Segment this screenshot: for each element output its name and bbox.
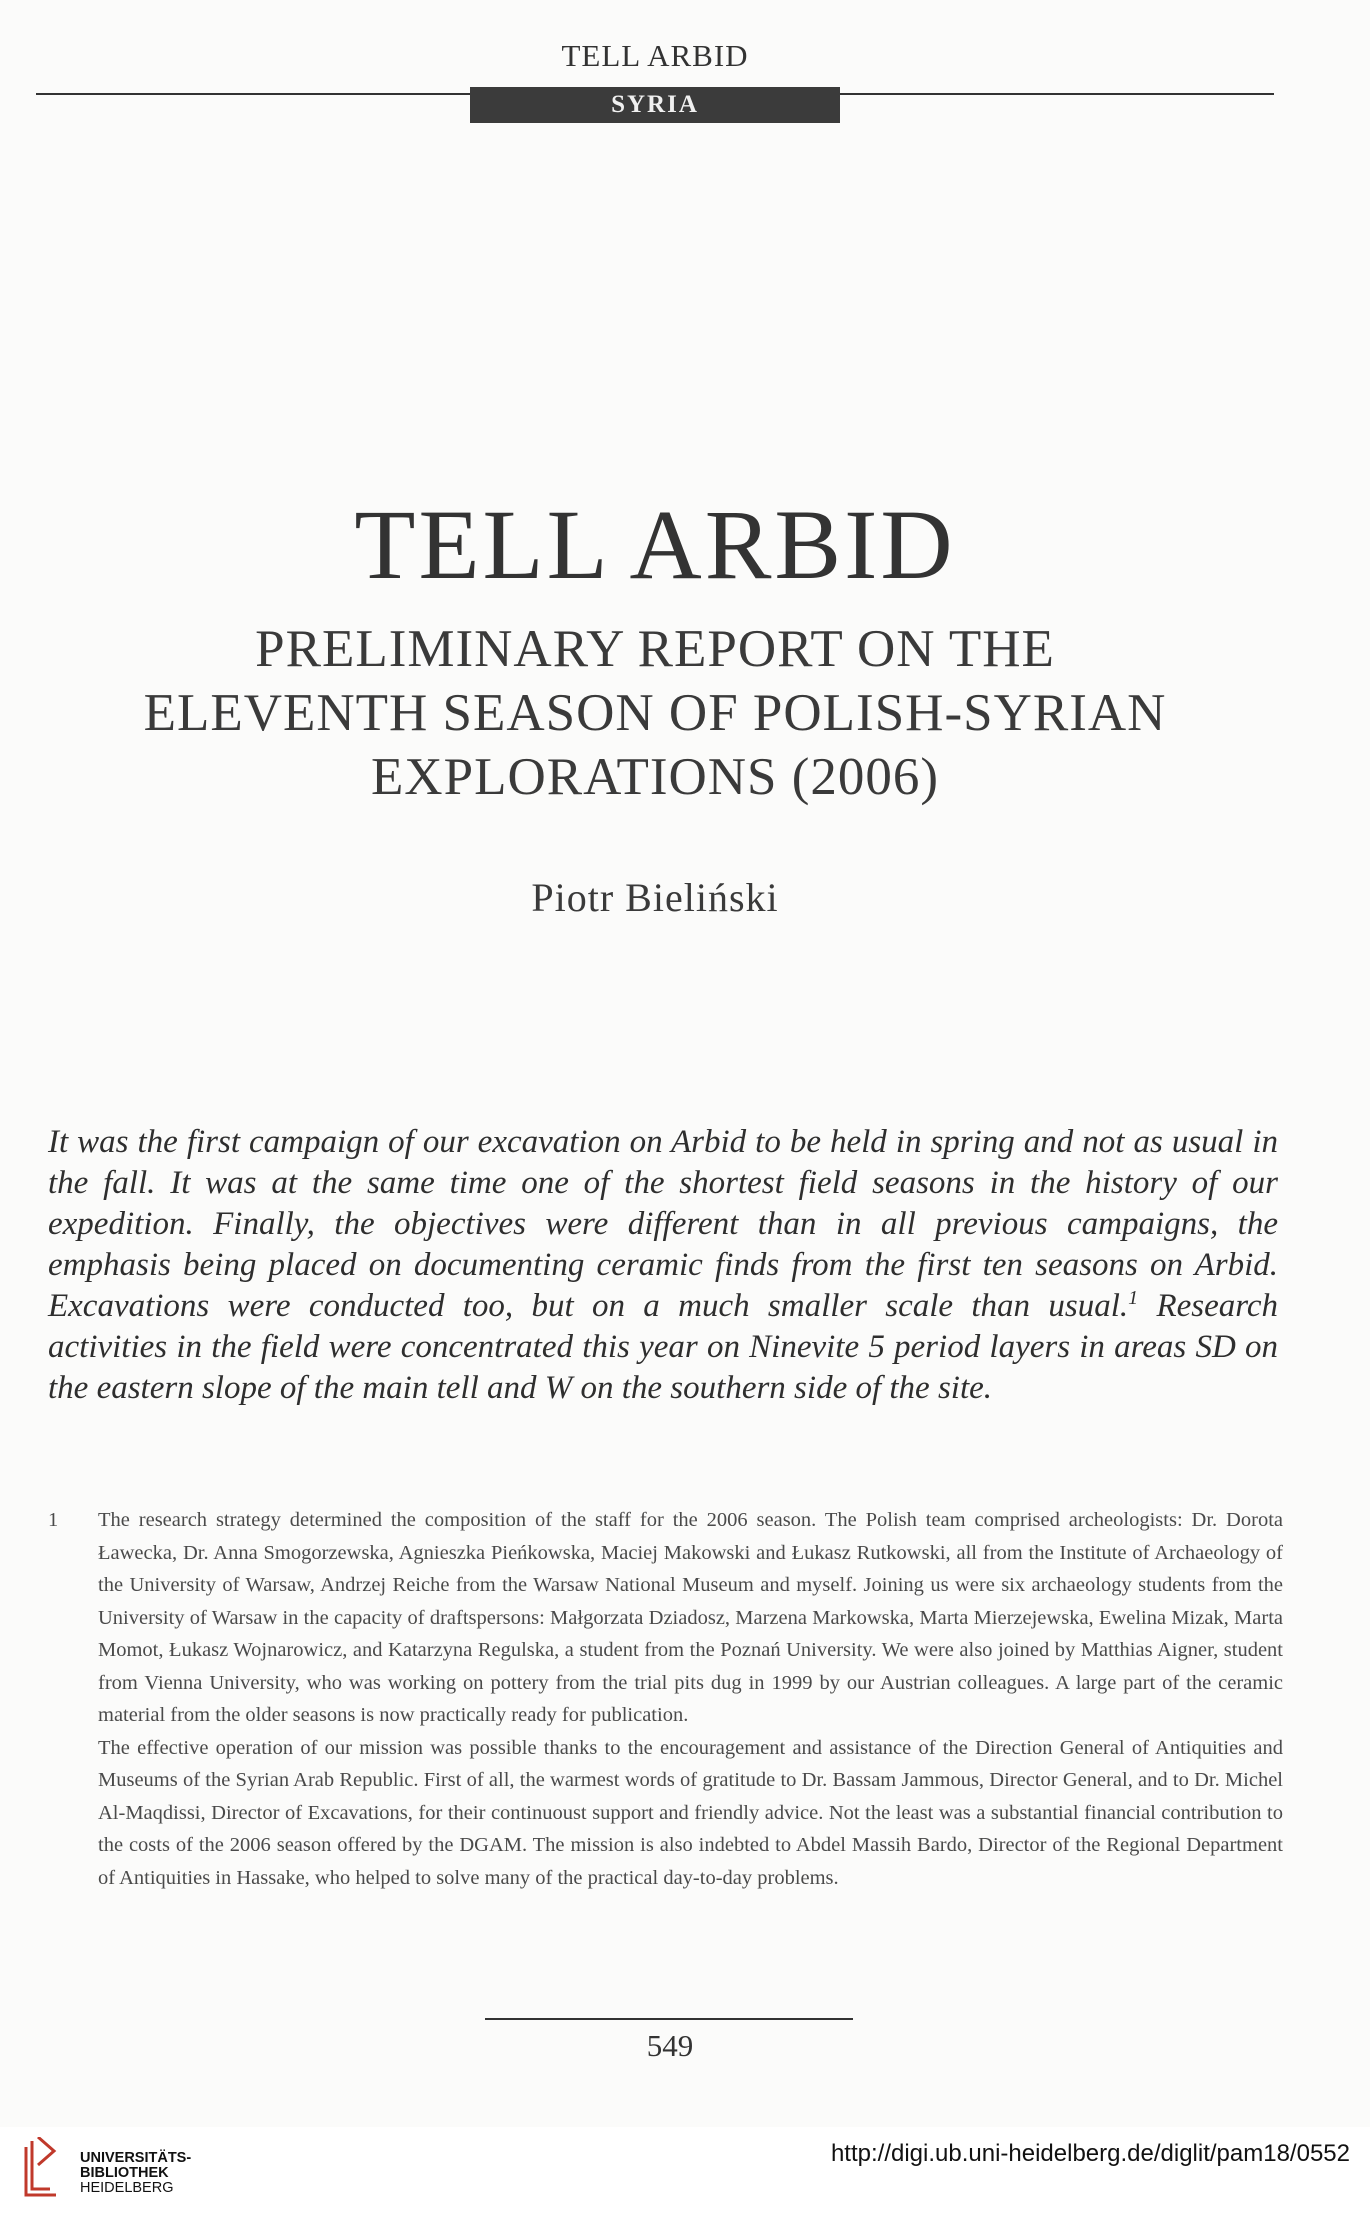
- abstract: [48, 1122, 1278, 1409]
- subtitle-line: PRELIMINARY REPORT ON THE: [255, 620, 1055, 678]
- article-title: TELL ARBID: [354, 489, 956, 600]
- footnote: [48, 1504, 1283, 1894]
- footnote-ref[interactable]: 1: [1128, 1287, 1139, 1309]
- subtitle-line: ELEVENTH SEASON OF POLISH-SYRIAN: [143, 684, 1167, 742]
- footnote-paragraph: The effective operation of our mission was possible thanks to the encouragement and assistance of the Direction General of Antiquities and Museums of the Syrian Arab Republic. First of all, the warmest words of gratitude to Dr. Bassam Jammous, Director General, and to Dr. Michel Al-Maqdissi, Director of Excavations, for their continuoust support and friendly advice. Not the least was a substantial financial contribution to the costs of the 2006 season offered by the DGAM. The mission is also indebted to Abdel Massih Bardo, Director of the Regional Department of Antiquities in Hassake, who helped to solve many of the practical day-to-day problems.: [98, 1736, 1283, 1889]
- footer-rule: [485, 2018, 853, 2020]
- footnote-number: 1: [48, 1509, 59, 1531]
- section-label: SYRIA: [470, 87, 840, 123]
- library-name-line: BIBLIOTHEK: [80, 2165, 169, 2181]
- footnote-paragraph: The research strategy determined the composition of the staff for the 2006 season. The Polish team comprised archeologists: Dr. Dorota Ławecka, Dr. Anna Smogorzewska, Agnieszka Pieńkowska, Maciej Makowski and Łukasz Rutkowski, all from the Institute of Archaeology of the University of Warsaw, Andrzej Reiche from the Warsaw National Museum and myself. Joining us were six archaeology students from the University of Warsaw in the capacity of draftspersons: Małgorzata Dziadosz, Marzena Markowska, Marta Mierzejewska, Ewelina Mizak, Marta Momot, Łukasz Wojnarowicz, and Katarzyna Regulska, a student from the Poznań University. We were also joined by Matthias Aigner, student from Vienna University, who was working on pottery from the trial pits dug in 1999 by our Austrian colleagues. A large part of the ceramic material from the older seasons is now practically ready for publication.: [98, 1509, 1283, 1726]
- article-subtitle: [60, 617, 1250, 809]
- author-name: Piotr Bieliński: [531, 875, 779, 920]
- library-name-line: HEIDELBERG: [80, 2180, 174, 2196]
- running-head: TELL ARBID: [561, 38, 749, 73]
- source-url-link[interactable]: http://digi.ub.uni-heidelberg.de/diglit/pam18/0552: [830, 2140, 1350, 2167]
- abstract-text: It was the first campaign of our excavation on Arbid to be held in spring and not as usual in the fall. It was at the same time one of the shortest field seasons in the history of our expedition. Finally, the objectives were different than in all previous campaigns, the emphasis being placed on documenting ceramic finds from the first ten seasons on Arbid. Excavations were conducted too, but on a much smaller scale than usual.: [48, 1124, 1278, 1324]
- subtitle-line: EXPLORATIONS (2006): [370, 748, 940, 806]
- abstract-text: Research activities in the field were concentrated this year on Ninevite 5 period layers in areas SD on the eastern slope of the main tell and W on the southern side of the site.: [48, 1288, 1279, 1406]
- ub-heidelberg-logo-icon[interactable]: [20, 2137, 60, 2197]
- library-name-line: UNIVERSITÄTS-: [80, 2150, 192, 2166]
- library-name: [80, 2151, 191, 2196]
- page-number: 549: [646, 2028, 694, 2063]
- footnote-body: [98, 1504, 1283, 1894]
